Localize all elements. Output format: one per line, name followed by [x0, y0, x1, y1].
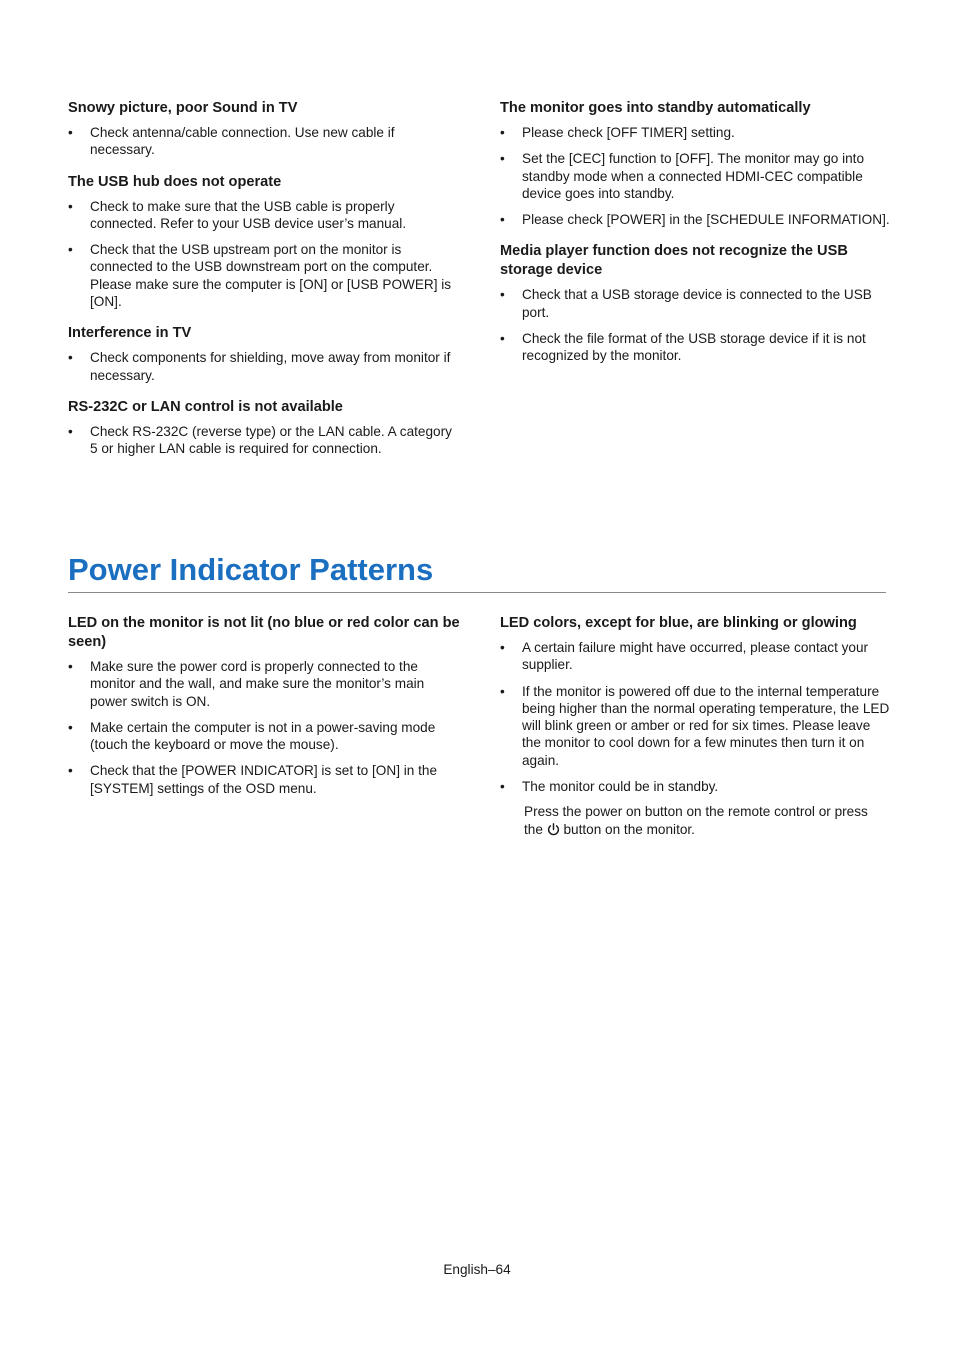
page-title: Power Indicator Patterns	[68, 548, 886, 593]
list-item: • Check RS-232C (reverse type) or the LAN cable. A category 5 or higher LAN cable is required for connection.	[68, 423, 460, 458]
section-title: The monitor goes into standby automatically	[500, 100, 811, 116]
list-item: • Check that a USB storage device is connected to the USB port.	[500, 286, 890, 321]
list-item: • Check components for shielding, move away from monitor if necessary.	[68, 349, 460, 384]
page-number: English–64	[443, 1262, 511, 1277]
section-interference-tv	[68, 324, 460, 384]
section-media-player-usb	[500, 242, 890, 364]
power-right-column	[500, 614, 890, 852]
list-item: • Check that the [POWER INDICATOR] is set to [ON] in the [SYSTEM] settings of the OSD menu.	[68, 762, 460, 797]
power-left-column	[68, 614, 460, 811]
list-item: • Please check [POWER] in the [SCHEDULE INFORMATION].	[500, 211, 890, 228]
section-title: Snowy picture, poor Sound in TV	[68, 100, 298, 116]
section-snowy-picture	[68, 99, 460, 159]
section-title: LED colors, except for blue, are blinking or glowing	[500, 615, 857, 631]
list-item: • Set the [CEC] function to [OFF]. The monitor may go into standby mode when a connected HDMI-CEC compatible device goes into standby.	[500, 150, 890, 202]
list-item: • Check to make sure that the USB cable is properly connected. Refer to your USB device user’s manual.	[68, 198, 460, 233]
troubleshoot-right-column	[500, 99, 890, 379]
list-item: • Make sure the power cord is properly connected to the monitor and the wall, and make sure the monitor’s main power switch is ON.	[68, 658, 460, 710]
note-text-before: Press the power on button on the remote control or press the	[524, 804, 868, 837]
section-title: Interference in TV	[68, 325, 192, 342]
troubleshoot-left-column	[68, 99, 460, 472]
list-item: • The monitor could be in standby.	[500, 778, 890, 795]
list-item: • A certain failure might have occurred, please contact your supplier.	[500, 639, 890, 674]
section-rs232c-lan	[68, 398, 460, 458]
section-title: RS-232C or LAN control is not available	[68, 398, 343, 415]
list-item: • Please check [OFF TIMER] setting.	[500, 124, 890, 141]
power-icon	[547, 823, 560, 836]
list-item: • Make certain the computer is not in a power-saving mode (touch the keyboard or move the mouse).	[68, 719, 460, 754]
note-text-after: button on the monitor.	[559, 821, 695, 837]
section-title: Media player function does not recognize the USB storage device	[500, 243, 848, 279]
list-item: • Check antenna/cable connection. Use new cable if necessary.	[68, 124, 460, 159]
list-item: • Check that the USB upstream port on the monitor is connected to the USB downstream port on the computer. Please make sure the computer is [ON] or [USB POWER] is [ON].	[68, 241, 460, 310]
section-usb-hub	[68, 173, 460, 311]
list-item: • If the monitor is powered off due to the internal temperature being higher than the normal operating temperature, the LED will blink green or amber or red for six times. Please leave the monitor to cool down for a few minutes then turn it on again.	[500, 683, 890, 769]
section-title: LED on the monitor is not lit (no blue or red color can be seen)	[68, 615, 460, 650]
section-led-blinking	[500, 614, 890, 838]
section-standby-auto	[500, 99, 890, 228]
section-title: The USB hub does not operate	[68, 173, 282, 190]
section-led-not-lit	[68, 614, 460, 797]
standby-note	[500, 803, 890, 838]
list-item: • Check the file format of the USB storage device if it is not recognized by the monitor.	[500, 330, 890, 365]
